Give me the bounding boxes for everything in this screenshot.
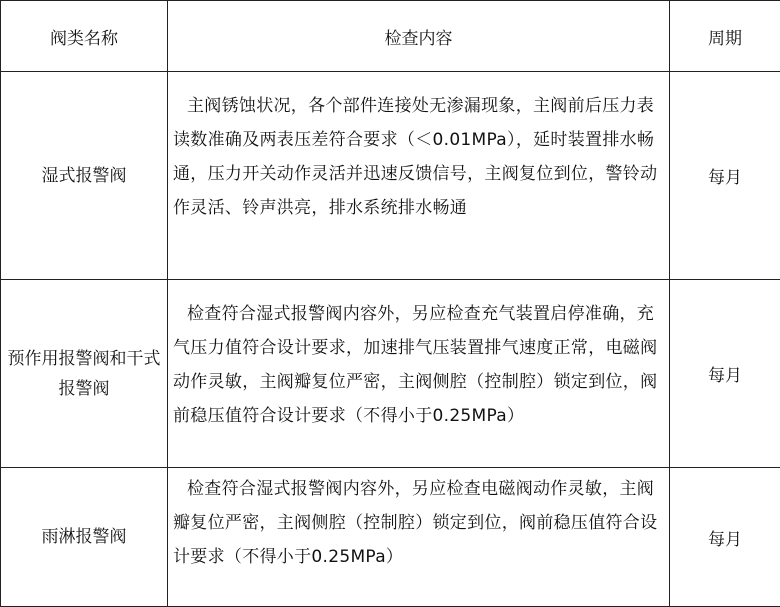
valve-type-cell: 湿式报警阀 (1, 72, 168, 280)
table-row (1, 280, 780, 468)
table-row (1, 72, 780, 280)
header-valve-type: 阀类名称 (1, 1, 168, 72)
period-cell: 每月 (670, 468, 780, 607)
period-cell: 每月 (670, 280, 780, 468)
valve-type-cell: 雨淋报警阀 (1, 468, 168, 607)
inspection-content-cell (168, 468, 670, 607)
header-row (1, 1, 780, 72)
header-period: 周期 (670, 1, 780, 72)
inspection-content-text: 检查符合湿式报警阀内容外，另应检查充气装置启停准确，充气压力值符合设计要求，加速排气压装置排气速度正常，电磁阀动作灵敏，主阀瓣复位严密，主阀侧腔（控制腔）锁定到位，阀前稳压值符合设计要求（不得小于0.25MPa） (173, 304, 657, 426)
inspection-content-cell (168, 72, 670, 280)
table-row (1, 468, 780, 607)
inspection-content-cell (168, 280, 670, 468)
period-cell: 每月 (670, 72, 780, 280)
header-inspection-content: 检查内容 (168, 1, 670, 72)
inspection-content-text: 主阀锈蚀状况，各个部件连接处无渗漏现象，主阀前后压力表读数准确及两表压差符合要求（＜0.01MPa），延时装置排水畅通，压力开关动作灵活并迅速反馈信号，主阀复位到位，警铃动作灵活、铃声洪亮，排水系统排水畅通 (173, 96, 657, 218)
inspection-content-text: 检查符合湿式报警阀内容外，另应检查电磁阀动作灵敏，主阀瓣复位严密，主阀侧腔（控制腔）锁定到位，阀前稳压值符合设计要求（不得小于0.25MPa） (173, 479, 657, 567)
valve-type-cell: 预作用报警阀和干式报警阀 (1, 280, 168, 468)
